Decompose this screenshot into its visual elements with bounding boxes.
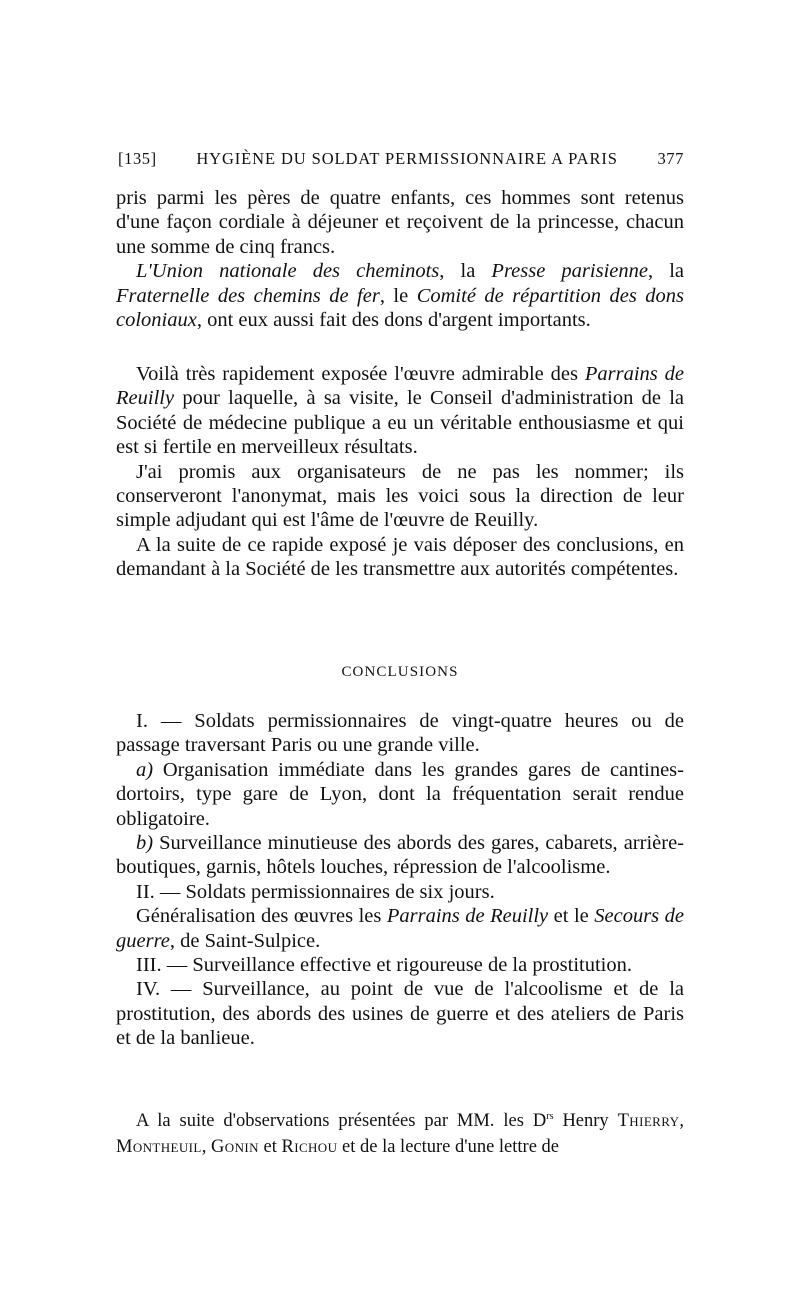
header-title: HYGIÈNE DU SOLDAT PERMISSIONNAIRE A PARIS — [196, 149, 618, 168]
paragraph-observations: A la suite d'observations présentées par MM. les $D^{rs}$ Henry Thierry, Montheuil, Gonin et Richou et de la lecture d'une lettre de — [116, 1111, 685, 1158]
conclusion-item: Généralisation des œuvres les Parrains de Reuilly et le Secours de guerre, de Saint-Sulpice. — [116, 905, 685, 952]
conclusion-item: III. — Surveillance effective et rigoureuse de la prostitution. — [136, 954, 633, 977]
text-block-bottom — [116, 1104, 684, 1160]
text-block-top — [116, 186, 684, 332]
conclusion-item: II. — Soldats permissionnaires de six jours. — [136, 880, 495, 903]
paragraph-anonymat: J'ai promis aux organisateurs de ne pas les nommer; ils conserveront l'anonymat, mais les voici sous la direction de leur simple adjudant qui est l'âme de l'œuvre de Reuilly. — [116, 460, 684, 532]
section-heading: CONCLUSIONS — [341, 664, 459, 680]
page-number: 377 — [657, 149, 684, 168]
paragraph-conclusions-intro: A la suite de ce rapide exposé je vais déposer des conclusions, en demandant à la Société de les transmettre aux autorités compétentes. — [116, 533, 684, 581]
conclusion-item: a) Organisation immédiate dans les grandes gares de cantines-dortoirs, type gare de Lyon, dont la fréquentation serait rendue obligatoire. — [116, 758, 684, 830]
header-reference: [135] — [118, 149, 157, 168]
conclusions-list — [116, 709, 684, 1051]
conclusion-item: I. — Soldats permissionnaires de vingt-quatre heures ou de passage traversant Paris ou une grande ville. — [116, 710, 684, 757]
paragraph-continuation: pris parmi les pères de quatre enfants, ces hommes sont retenus d'une façon cordiale à déjeuner et reçoivent de la princesse, chacun une somme de cinq francs. — [116, 187, 684, 258]
running-header — [118, 149, 684, 169]
paragraph-donors: L'Union nationale des cheminots, la Presse parisienne, la Fraternelle des chemins de fer, le Comité de répartition des dons coloniaux, ont eux aussi fait des dons d'argent importants. — [116, 260, 685, 332]
paragraph-oeuvre: Voilà très rapidement exposée l'œuvre admirable des Parrains de Reuilly pour laquelle, à sa visite, le Conseil d'administration de la Société de médecine publique a eu un véritable enthousiasme et qui est si fertile en merveilleux résultats. — [116, 363, 684, 459]
conclusion-item: b) Surveillance minutieuse des abords des gares, cabarets, arrière-boutiques, garnis, hôtels louches, répression de l'alcoolisme. — [116, 832, 684, 879]
text-block-middle — [116, 362, 684, 582]
conclusion-item: IV. — Surveillance, au point de vue de l'alcoolisme et de la prostitution, des abords des usines de guerre et des ateliers de Paris et de la banlieue. — [116, 978, 684, 1050]
